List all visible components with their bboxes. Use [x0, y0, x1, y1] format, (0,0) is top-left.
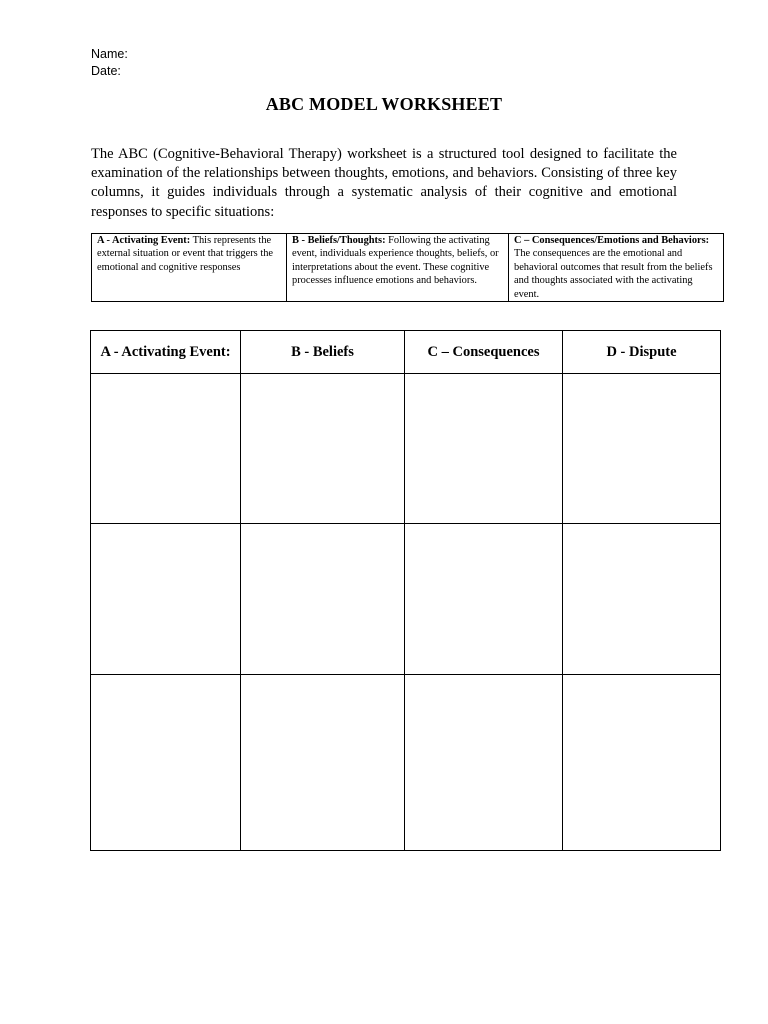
dispute-cell[interactable] [563, 374, 721, 524]
page-title: ABC MODEL WORKSHEET [265, 94, 503, 114]
legend-description: Following the activating event, individuals experience thoughts, beliefs, or interpretations about the event. These cognitive processes influence emotions and behaviors. [292, 235, 499, 287]
consequences-cell[interactable] [405, 374, 563, 524]
legend-consequences [509, 234, 724, 302]
beliefs-cell[interactable] [241, 374, 405, 524]
name-date-block [91, 46, 128, 80]
table-row [91, 374, 721, 524]
activating-event-cell[interactable] [91, 374, 241, 524]
worksheet-header-row [91, 331, 721, 374]
name-label: Name: [91, 47, 128, 61]
activating-event-cell[interactable] [91, 524, 241, 675]
table-row [91, 524, 721, 675]
table-row [91, 675, 721, 851]
dispute-cell[interactable] [563, 675, 721, 851]
column-header-dispute: D - Dispute [563, 331, 721, 374]
abc-legend-table [91, 233, 724, 302]
legend-row [92, 234, 724, 302]
legend-term: C – Consequences/Emotions and Behaviors: [514, 235, 710, 246]
legend-activating-event [92, 234, 287, 302]
legend-beliefs [287, 234, 509, 302]
legend-term: B - Beliefs/Thoughts: [292, 235, 386, 246]
dispute-cell[interactable] [563, 524, 721, 675]
date-label: Date: [91, 64, 121, 78]
legend-term: A - Activating Event: [97, 235, 191, 246]
column-header-activating-event: A - Activating Event: [91, 331, 241, 374]
column-header-beliefs: B - Beliefs [241, 331, 405, 374]
abc-worksheet-table [90, 330, 721, 851]
beliefs-cell[interactable] [241, 675, 405, 851]
beliefs-cell[interactable] [241, 524, 405, 675]
legend-description: This represents the external situation or event that triggers the emotional and cognitive responses [97, 235, 274, 273]
intro-paragraph: The ABC (Cognitive-Behavioral Therapy) worksheet is a structured tool designed to facilitate the examination of the relationships between thoughts, emotions, and behaviors. Consisting of three key columns, it guides individuals through a systematic analysis of their cognitive and emotional responses to specific situations: [91, 146, 677, 220]
activating-event-cell[interactable] [91, 675, 241, 851]
legend-description: The consequences are the emotional and behavioral outcomes that result from the beliefs and thoughts associated with the activating event. [514, 248, 713, 300]
column-header-consequences: C – Consequences [405, 331, 563, 374]
consequences-cell[interactable] [405, 675, 563, 851]
consequences-cell[interactable] [405, 524, 563, 675]
